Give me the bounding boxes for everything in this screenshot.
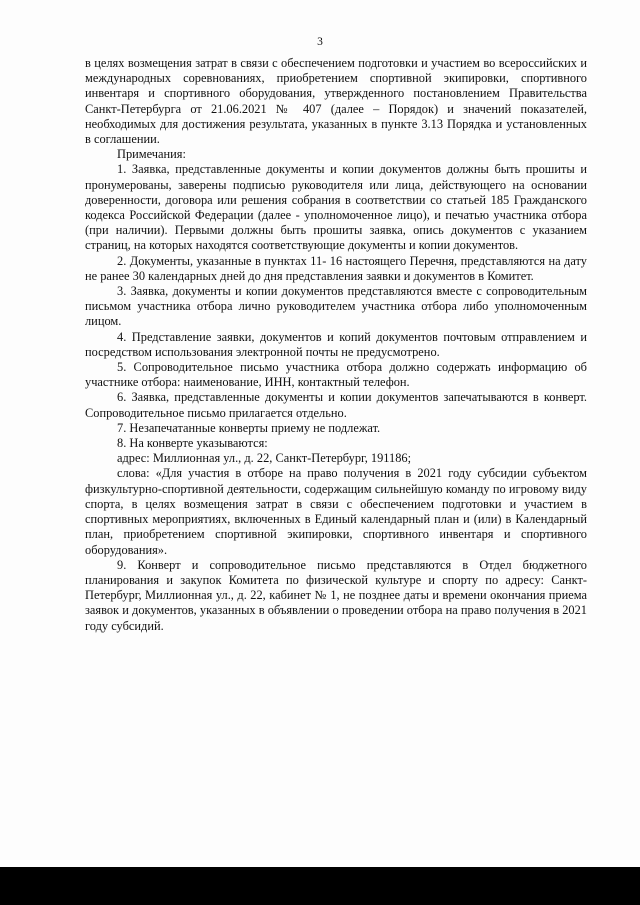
page-number: 3	[317, 36, 323, 48]
note-8-words: слова: «Для участия в отборе на право получения в 2021 году субсидии субъектом физкультурно-спортивной деятельности, содержащим сильнейшую команду по игровому виду спорта, в целях возмещения затрат в связи с обеспечением подготовки и участием в спортивных мероприятиях, включенных в Единый календарный план и (или) в Календарный план, приобретением спортивной экипировки, спортивного инвентаря и спортивного оборудования».	[85, 466, 587, 557]
note-4: 4. Представление заявки, документов и копий документов почтовым отправлением и посредством использования электронной почты не предусмотрено.	[85, 329, 587, 359]
notes-heading: Примечания:	[117, 147, 186, 162]
note-2: 2. Документы, указанные в пунктах 11- 16 настоящего Перечня, представляются на дату не ранее 30 календарных дней до дня представления заявки и документов в Комитет.	[85, 253, 587, 283]
paragraph-intro-continuation: в целях возмещения затрат в связи с обеспечением подготовки и участием во всероссийских и международных соревнованиях, приобретением спортивной экипировки, спортивного инвентаря и спортивного оборудования, утвержденного постановлением Правительства Санкт-Петербурга от 21.06.2021 № 407 (далее – Порядок) и значений показателей, необходимых для достижения результата, указанных в пункте 3.13 Порядка и установленных в соглашении.	[85, 56, 587, 147]
document-body	[85, 56, 587, 634]
note-8-address: адрес: Миллионная ул., д. 22, Санкт-Петербург, 191186;	[117, 451, 412, 466]
note-7: 7. Незапечатанные конверты приему не подлежат.	[117, 420, 381, 435]
note-1: 1. Заявка, представленные документы и копии документов должны быть прошиты и пронумерованы, заверены подписью руководителя или лица, действующего на основании доверенности, договора или решения собрания в соответствии со статьей 185 Гражданского кодекса Российской Федерации (далее - уполномоченное лицо), и печатью участника отбора (при наличии). Первыми должны быть прошиты заявка, опись документов с указанием страниц, на которых находятся соответствующие документы и копии документов.	[85, 162, 587, 253]
note-5: 5. Сопроводительное письмо участника отбора должно содержать информацию об участнике отбора: наименование, ИНН, контактный телефон.	[85, 360, 587, 390]
note-6: 6. Заявка, представленные документы и копии документов запечатываются в конверт. Сопроводительное письмо прилагается отдельно.	[85, 390, 587, 420]
scan-bottom-edge	[0, 867, 640, 905]
note-8: 8. На конверте указываются:	[117, 436, 268, 451]
note-3: 3. Заявка, документы и копии документов представляются вместе с сопроводительным письмом участника отбора лично руководителем участника отбора либо уполномоченным лицом.	[85, 284, 587, 329]
note-9: 9. Конверт и сопроводительное письмо представляются в Отдел бюджетного планирования и закупок Комитета по физической культуре и спорту по адресу: Санкт-Петербург, Миллионная ул., д. 22, кабинет № 1, не позднее даты и времени окончания приема заявок и документов, указанных в объявлении о проведении отбора на право получения в 2021 году субсидий.	[85, 557, 587, 633]
